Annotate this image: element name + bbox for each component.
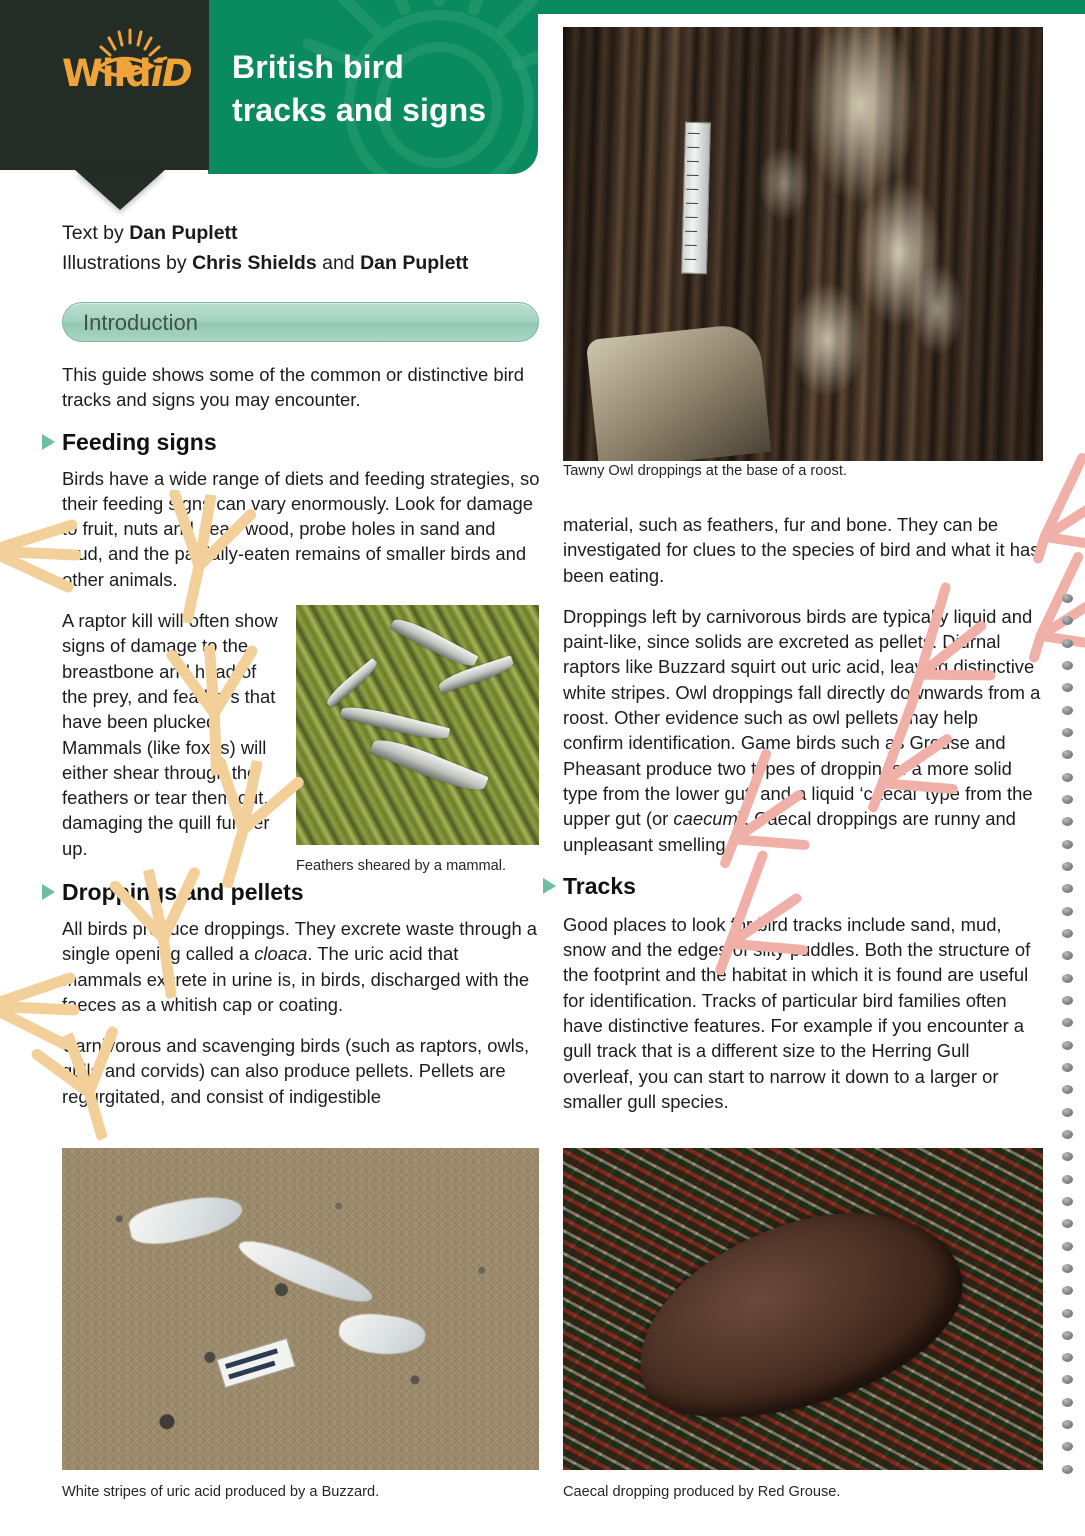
droppings-paragraph-1	[62, 916, 540, 1017]
binding-hole	[1062, 1108, 1073, 1117]
binding-hole	[1062, 1353, 1073, 1362]
credit-text-by	[62, 218, 542, 248]
measuring-ruler	[681, 122, 711, 275]
triangle-bullet-icon	[42, 884, 55, 900]
tracks-paragraph-1: Good places to look for bird tracks include sand, mud, snow and the edges of silty puddles. Both the structure of the footprint and the habitat in which it is found are useful for identification. Tracks of particular bird families often have distinctive features. For example if you encounter a gull track that is a different size to the Herring Gull overleaf, you can start to narrow it down to a larger or smaller gull species.	[563, 913, 1031, 1112]
credit-illustrations	[62, 248, 542, 278]
section-heading-tracks-label: Tracks	[563, 872, 636, 899]
binding-hole	[1062, 1309, 1073, 1318]
page-title-line1: British bird	[232, 49, 404, 85]
binding-hole	[1062, 1264, 1073, 1273]
credit-text-by-label: Text by	[62, 222, 130, 244]
droppings-p1-b: . The uric acid that mammals excrete in urine is, in birds, discharged with the faeces as a whitish cap or coating.	[62, 943, 530, 1015]
caption-sheared-feathers: Feathers sheared by a mammal.	[296, 858, 507, 874]
binding-hole	[1062, 616, 1073, 625]
right-column-body	[563, 512, 1043, 1130]
binding-hole	[1062, 884, 1073, 893]
buzzard-uric-acid-photo	[62, 1148, 539, 1470]
binding-hole	[1062, 974, 1073, 983]
droppings-p3-b: ). Caecal droppings are runny and unpleasant smelling.	[563, 808, 1016, 855]
credit-illustrator-2: Dan Puplett	[360, 252, 469, 275]
binding-hole	[1062, 1063, 1073, 1072]
binding-hole	[1062, 929, 1073, 938]
binding-hole	[1062, 1286, 1073, 1295]
binding-hole	[1062, 996, 1073, 1005]
binding-hole	[1062, 1130, 1073, 1139]
left-column-lower	[62, 875, 540, 1125]
binding-hole	[1062, 1398, 1073, 1407]
binding-hole	[1062, 951, 1073, 960]
binding-hole	[1062, 594, 1073, 603]
sheared-feathers-photo	[296, 605, 539, 845]
credit-illustrations-and: and	[316, 252, 361, 275]
caption-grouse: Caecal dropping produced by Red Grouse.	[563, 1484, 841, 1500]
binding-hole	[1062, 817, 1073, 826]
credit-illustrator-1: Chris Shields	[192, 252, 317, 275]
introduction-banner-label: Introduction	[83, 310, 198, 335]
pellets-continued-paragraph: material, such as feathers, fur and bone. They can be investigated for clues to the species of bird and what it has been eating.	[563, 514, 1040, 586]
rock-at-base	[585, 322, 770, 461]
binding-hole	[1062, 1085, 1073, 1094]
credit-illustrations-label: Illustrations by	[62, 252, 193, 275]
binding-hole	[1062, 773, 1073, 782]
binding-hole	[1062, 1197, 1073, 1206]
red-grouse-caecal-dropping-photo	[563, 1148, 1043, 1470]
binding-hole	[1062, 907, 1073, 916]
binding-hole	[1062, 728, 1073, 737]
binding-hole	[1062, 1375, 1073, 1384]
binding-hole	[1062, 840, 1073, 849]
binding-hole	[1062, 795, 1073, 804]
introduction-banner	[62, 302, 539, 342]
binding-hole	[1062, 1331, 1073, 1340]
logo-wordmark-wild: Wild	[62, 52, 151, 95]
spiral-binding	[1057, 594, 1077, 1474]
droppings-p1-italic-cloaca: cloaca	[254, 943, 308, 965]
triangle-bullet-icon	[543, 878, 556, 894]
binding-hole	[1062, 1219, 1073, 1228]
binding-hole	[1062, 706, 1073, 715]
feeding-signs-paragraph-2: A raptor kill will often show signs of damage to the breastbone and head of the prey, and feathers that have been plucked. Mammals (like foxes) will either shear through the feathers or tear them out, damaging the quill further up.	[62, 610, 278, 859]
binding-hole	[1062, 661, 1073, 670]
binding-hole	[1062, 1175, 1073, 1184]
credits-block	[62, 218, 542, 279]
droppings-p1-a: All birds produce droppings. They excrete waste through a single opening called a	[62, 918, 538, 965]
logo-wordmark-id: iD	[150, 52, 192, 95]
gravel-texture	[62, 1148, 539, 1470]
droppings-paragraph-2: Carnivorous and scavenging birds (such as raptors, owls, gulls and corvids) can also produce pellets. Pellets are regurgitated, and consist of indigestible	[62, 1035, 530, 1107]
section-heading-droppings-and-pellets-label: Droppings and pellets	[62, 879, 304, 905]
right-column	[563, 462, 1043, 481]
binding-hole	[1062, 1242, 1073, 1251]
tawny-owl-droppings-photo	[563, 27, 1043, 461]
feeding-signs-paragraph-1: Birds have a wide range of diets and feeding strategies, so their feeding signs can vary enormously. Look for damage to fruit, nuts and dead wood, probe holes in sand and mud, and the partially-eaten remains of smaller birds and other animals.	[62, 467, 540, 590]
credit-text-by-name: Dan Puplett	[129, 222, 238, 244]
logo-wordmark	[62, 52, 191, 95]
section-heading-droppings-and-pellets	[62, 879, 540, 906]
intro-paragraph: This guide shows some of the common or distinctive bird tracks and signs you may encounter.	[62, 364, 525, 411]
page-title	[232, 46, 544, 131]
binding-hole	[1062, 683, 1073, 692]
section-heading-feeding-signs	[62, 429, 540, 456]
binding-hole	[1062, 1018, 1073, 1027]
page-title-line2: tracks and signs	[232, 91, 487, 128]
logo-pointer-tab	[75, 170, 165, 210]
binding-hole	[1062, 1152, 1073, 1161]
section-heading-tracks	[563, 873, 1043, 900]
binding-hole	[1062, 1442, 1073, 1451]
caption-buzzard: White stripes of uric acid produced by a Buzzard.	[62, 1484, 380, 1500]
section-heading-feeding-signs-label: Feeding signs	[62, 428, 217, 455]
droppings-paragraph-3	[563, 604, 1043, 857]
binding-hole	[1062, 862, 1073, 871]
droppings-p3-italic-caecum: caecum	[673, 808, 738, 830]
binding-hole	[1062, 1420, 1073, 1429]
caption-tawny-owl: Tawny Owl droppings at the base of a roost.	[563, 463, 847, 479]
binding-hole	[1062, 750, 1073, 759]
droppings-p3-a: Droppings left by carnivorous birds are typically liquid and paint-like, since solids are excreted as pellets. Diurnal raptors like Buzzard squirt out uric acid, leaving distinctive white stripes. Owl droppings fall directly downwards from a roost. Other evidence such as owl pellets may help confirm identification. Game birds such as Grouse and Pheasant produce two types of droppings: a more solid type from the lower gut, and a liquid ‘caecal’ type from the upper gut (or	[563, 605, 1041, 830]
binding-hole	[1062, 1465, 1073, 1474]
triangle-bullet-icon	[42, 434, 55, 450]
binding-hole	[1062, 1041, 1073, 1050]
binding-hole	[1062, 639, 1073, 648]
